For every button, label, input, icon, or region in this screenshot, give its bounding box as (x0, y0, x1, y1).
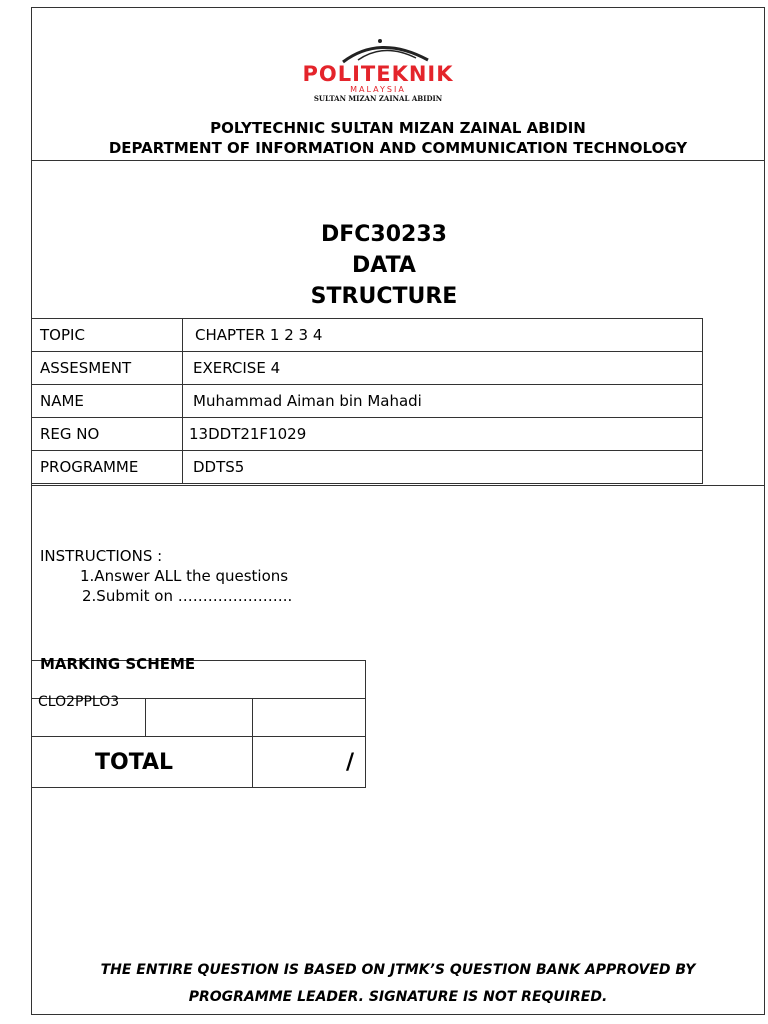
logo-word: POLITEKNIK (302, 62, 454, 86)
programme-label: PROGRAMME (32, 451, 183, 484)
marking-cell (145, 698, 253, 737)
table-row (32, 352, 703, 385)
table-row (32, 385, 703, 418)
instruction-item: 1.Answer ALL the questions (80, 567, 289, 585)
total-label: TOTAL (95, 750, 174, 775)
marking-scheme-title: MARKING SCHEME (40, 655, 196, 673)
name-value: Muhammad Aiman bin Mahadi (183, 385, 703, 418)
logo-campus: SULTAN MIZAN ZAINAL ABIDIN (313, 94, 443, 103)
programme-value: DDTS5 (183, 451, 703, 484)
instruction-item: 2.Submit on ………………….. (82, 587, 293, 605)
assessment-value: EXERCISE 4 (183, 352, 703, 385)
divider (31, 485, 765, 486)
page-frame (31, 7, 765, 1015)
assessment-label: ASSESMENT (32, 352, 183, 385)
marking-cell (252, 698, 366, 737)
department-title: DEPARTMENT OF INFORMATION AND COMMUNICATION TECHNOLOGY (108, 139, 688, 157)
instructions (40, 546, 292, 606)
total-separator: / (346, 750, 355, 775)
course-name-line1: DATA (352, 253, 416, 278)
clo-label: CLO2PPLO3 (38, 694, 120, 710)
instructions-title: INSTRUCTIONS : (40, 547, 163, 565)
reg-no-label: REG NO (32, 418, 183, 451)
logo-country: MALAYSIA (350, 85, 406, 94)
footer-line1: THE ENTIRE QUESTION IS BASED ON JTMK’S QUESTION BANK APPROVED BY (100, 962, 696, 978)
table-row (32, 319, 703, 352)
reg-no-value: 13DDT21F1029 (183, 418, 703, 451)
info-table (31, 318, 703, 484)
politeknik-logo (298, 36, 458, 106)
table-row (32, 451, 703, 484)
topic-label: TOPIC (32, 319, 183, 352)
name-label: NAME (32, 385, 183, 418)
institution-title: POLYTECHNIC SULTAN MIZAN ZAINAL ABIDIN (210, 119, 586, 137)
footer-line2: PROGRAMME LEADER. SIGNATURE IS NOT REQUIRED. (188, 989, 608, 1005)
topic-value: CHAPTER 1 2 3 4 (183, 319, 703, 352)
course-code: DFC30233 (321, 222, 447, 247)
course-name-line2: STRUCTURE (310, 284, 458, 309)
divider (31, 160, 765, 161)
table-row (32, 418, 703, 451)
